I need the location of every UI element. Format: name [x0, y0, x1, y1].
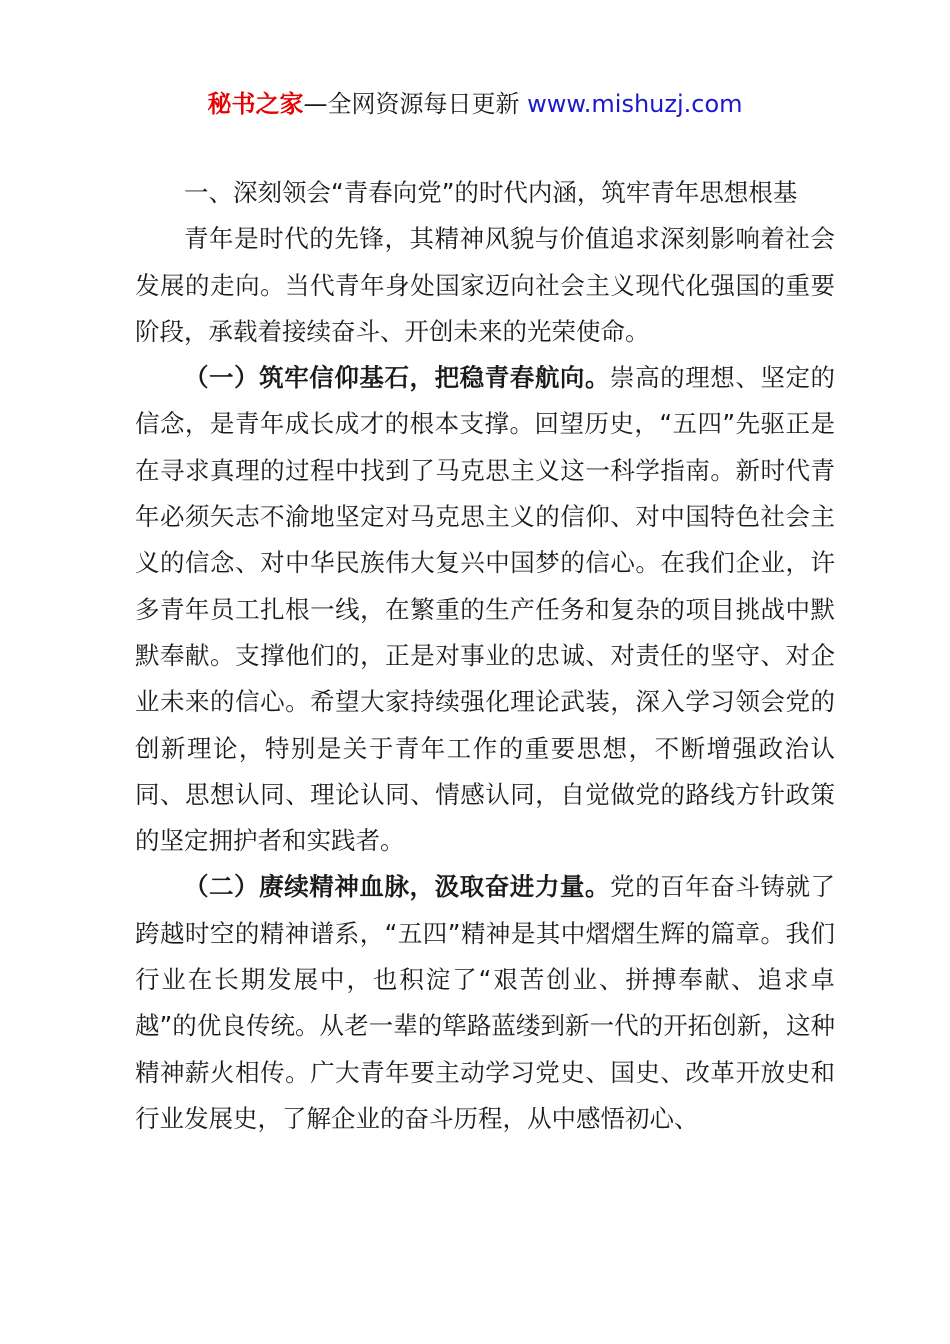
subsection-2-body: 党的百年奋斗铸就了跨越时空的精神谱系，“五四”精神是其中熠熠生辉的篇章。我们行业在长期发展中，也积淀了“艰苦创业、拼搏奉献、追求卓越”的优良传统。从老一辈的筚路蓝缕到新一代的开拓创新，这种精神薪火相传。广大青年要主动学习党史、国史、改革开放史和行业发展史，了解企业的奋斗历程，从中感悟初心、: [135, 872, 836, 1133]
subsection-1-body: 崇高的理想、坚定的信念，是青年成长成才的根本支撑。回望历史，“五四”先驱正是在寻求真理的过程中找到了马克思主义这一科学指南。新时代青年必须矢志不渝地坚定对马克思主义的信仰、对中国特色社会主义的信念、对中华民族伟大复兴中国梦的信心。在我们企业，许多青年员工扎根一线，在繁重的生产任务和复杂的项目挑战中默默奉献。支撑他们的，正是对事业的忠诚、对责任的坚守、对企业未来的信心。希望大家持续强化理论武装，深入学习领会党的创新理论，特别是关于青年工作的重要思想，不断增强政治认同、思想认同、理论认同、情感认同，自觉做党的路线方针政策的坚定拥护者和实践者。: [135, 363, 836, 856]
subsection-1-paragraph: [135, 355, 835, 864]
intro-paragraph: 青年是时代的先锋，其精神风貌与价值追求深刻影响着社会发展的走向。当代青年身处国家迈向社会主义现代化强国的重要阶段，承载着接续奋斗、开创未来的光荣使命。: [135, 224, 835, 346]
subsection-1-lead: （一）筑牢信仰基石，把稳青春航向。: [184, 363, 611, 393]
site-brand: 秘书之家: [207, 90, 304, 118]
site-slogan: —全网资源每日更新: [303, 90, 528, 118]
subsection-2-lead: （二）赓续精神血脉，汲取奋进力量。: [184, 872, 611, 902]
section-heading: 一、深刻领会“青春向党”的时代内涵，筑牢青年思想根基: [184, 178, 798, 207]
document-body: [135, 170, 835, 1142]
site-url[interactable]: www.mishuzj.com: [527, 90, 743, 118]
subsection-2-paragraph: [135, 864, 835, 1142]
page-header: [0, 86, 950, 122]
